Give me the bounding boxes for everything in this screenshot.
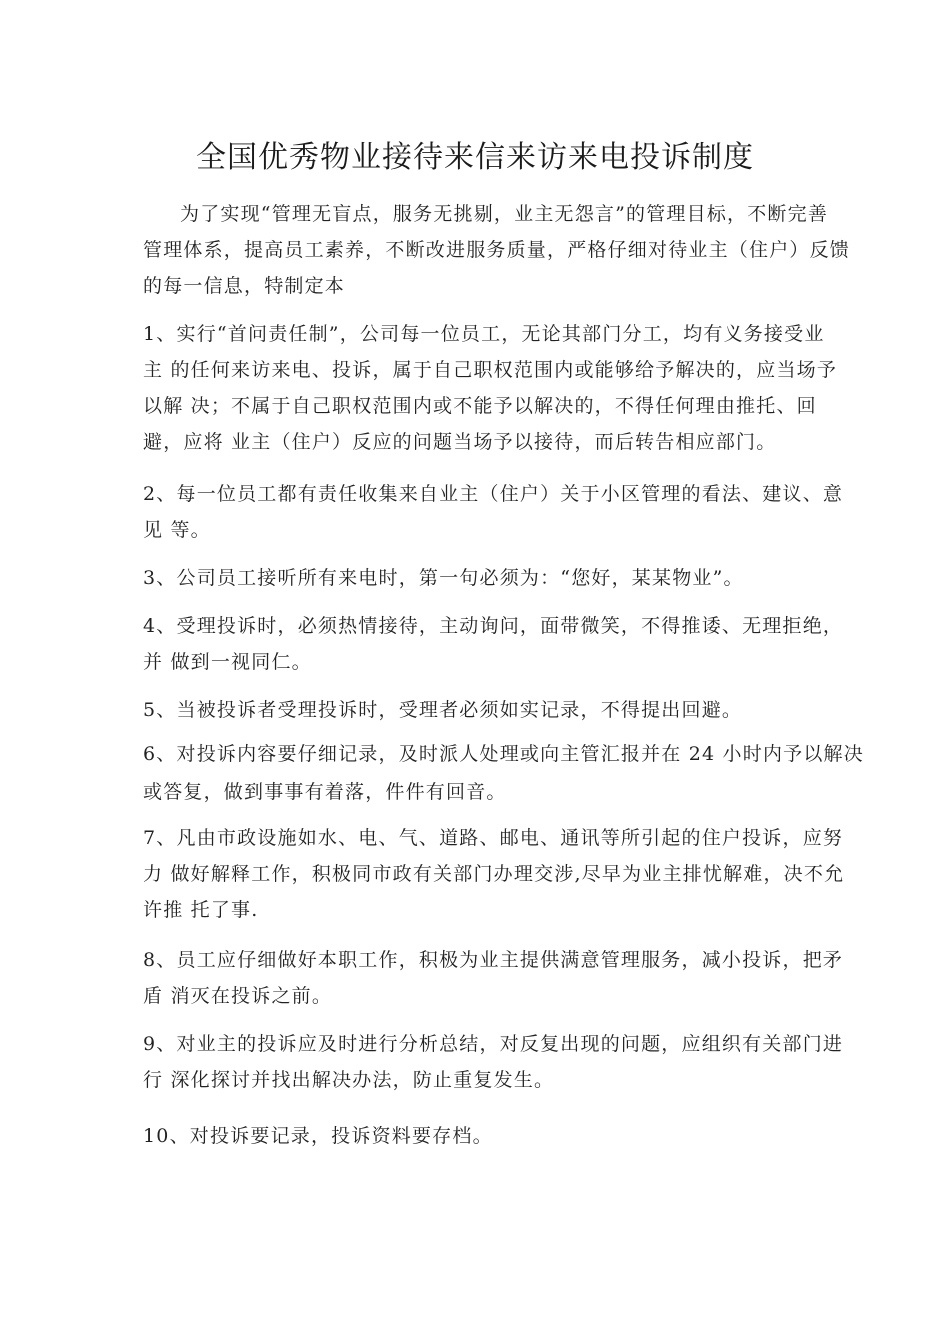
intro-line: 的每一信息，特制定本 [143,275,346,297]
rule-item-4-line: 4、受理投诉时，必须热情接待，主动询问，面带微笑，不得推诿、无理拒绝， [143,615,844,637]
rule-item-1-line: 1、实行“首问责任制”，公司每一位员工，无论其部门分工，均有义务接受业 [143,323,825,345]
rule-item-5-line: 5、当被投诉者受理投诉时，受理者必须如实记录，不得提出回避。 [143,699,743,721]
rule-item-2-line: 2、每一位员工都有责任收集来自业主（住户）关于小区管理的看法、建议、意 [143,483,844,505]
rule-item-4-line: 并 做到一视同仁。 [143,651,312,673]
rule-item-6-line: 6、对投诉内容要仔细记录，及时派人处理或向主管汇报并在 24 小时内予以解决 [143,743,864,765]
intro-line: 为了实现“管理无盲点，服务无挑剔，业主无怨言”的管理目标，不断完善 [180,203,829,225]
rule-item-7-line: 许推 托了事. [143,899,259,921]
rule-item-3-line: 3、公司员工接听所有来电时，第一句必须为：“您好，某某物业”。 [143,567,744,589]
rule-item-1-line: 避，应将 业主（住户）反应的问题当场予以接待，而后转告相应部门。 [143,431,777,453]
rule-item-9-line: 9、对业主的投诉应及时进行分析总结，对反复出现的问题，应组织有关部门进 [143,1033,844,1055]
rule-item-10-line: 10、对投诉要记录，投诉资料要存档。 [143,1125,493,1147]
rule-item-8-line: 8、员工应仔细做好本职工作，积极为业主提供满意管理服务，减小投诉，把矛 [143,949,844,971]
rule-item-7-line: 7、凡由市政设施如水、电、气、道路、邮电、通讯等所引起的住户投诉，应努 [143,827,844,849]
intro-line: 管理体系，提高员工素养，不断改进服务质量，严格仔细对待业主（住户）反馈 [143,239,851,261]
rule-item-1-line: 以解 决；不属于自己职权范围内或不能予以解决的，不得任何理由推托、回 [143,395,817,417]
rule-item-6-line: 或答复，做到事事有着落，件件有回音。 [143,781,507,803]
rule-item-7-line: 力 做好解释工作，积极同市政有关部门办理交涉,尽早为业主排忧解难，决不允 [143,863,845,885]
rule-item-8-line: 盾 消灭在投诉之前。 [143,985,333,1007]
rule-item-9-line: 行 深化探讨并找出解决办法，防止重复发生。 [143,1069,555,1091]
rule-item-1-line: 主 的任何来访来电、投诉，属于自己职权范围内或能够给予解决的，应当场予 [143,359,838,381]
rule-item-2-line: 见 等。 [143,519,211,541]
document-title: 全国优秀物业接待来信来访来电投诉制度 [196,140,754,175]
